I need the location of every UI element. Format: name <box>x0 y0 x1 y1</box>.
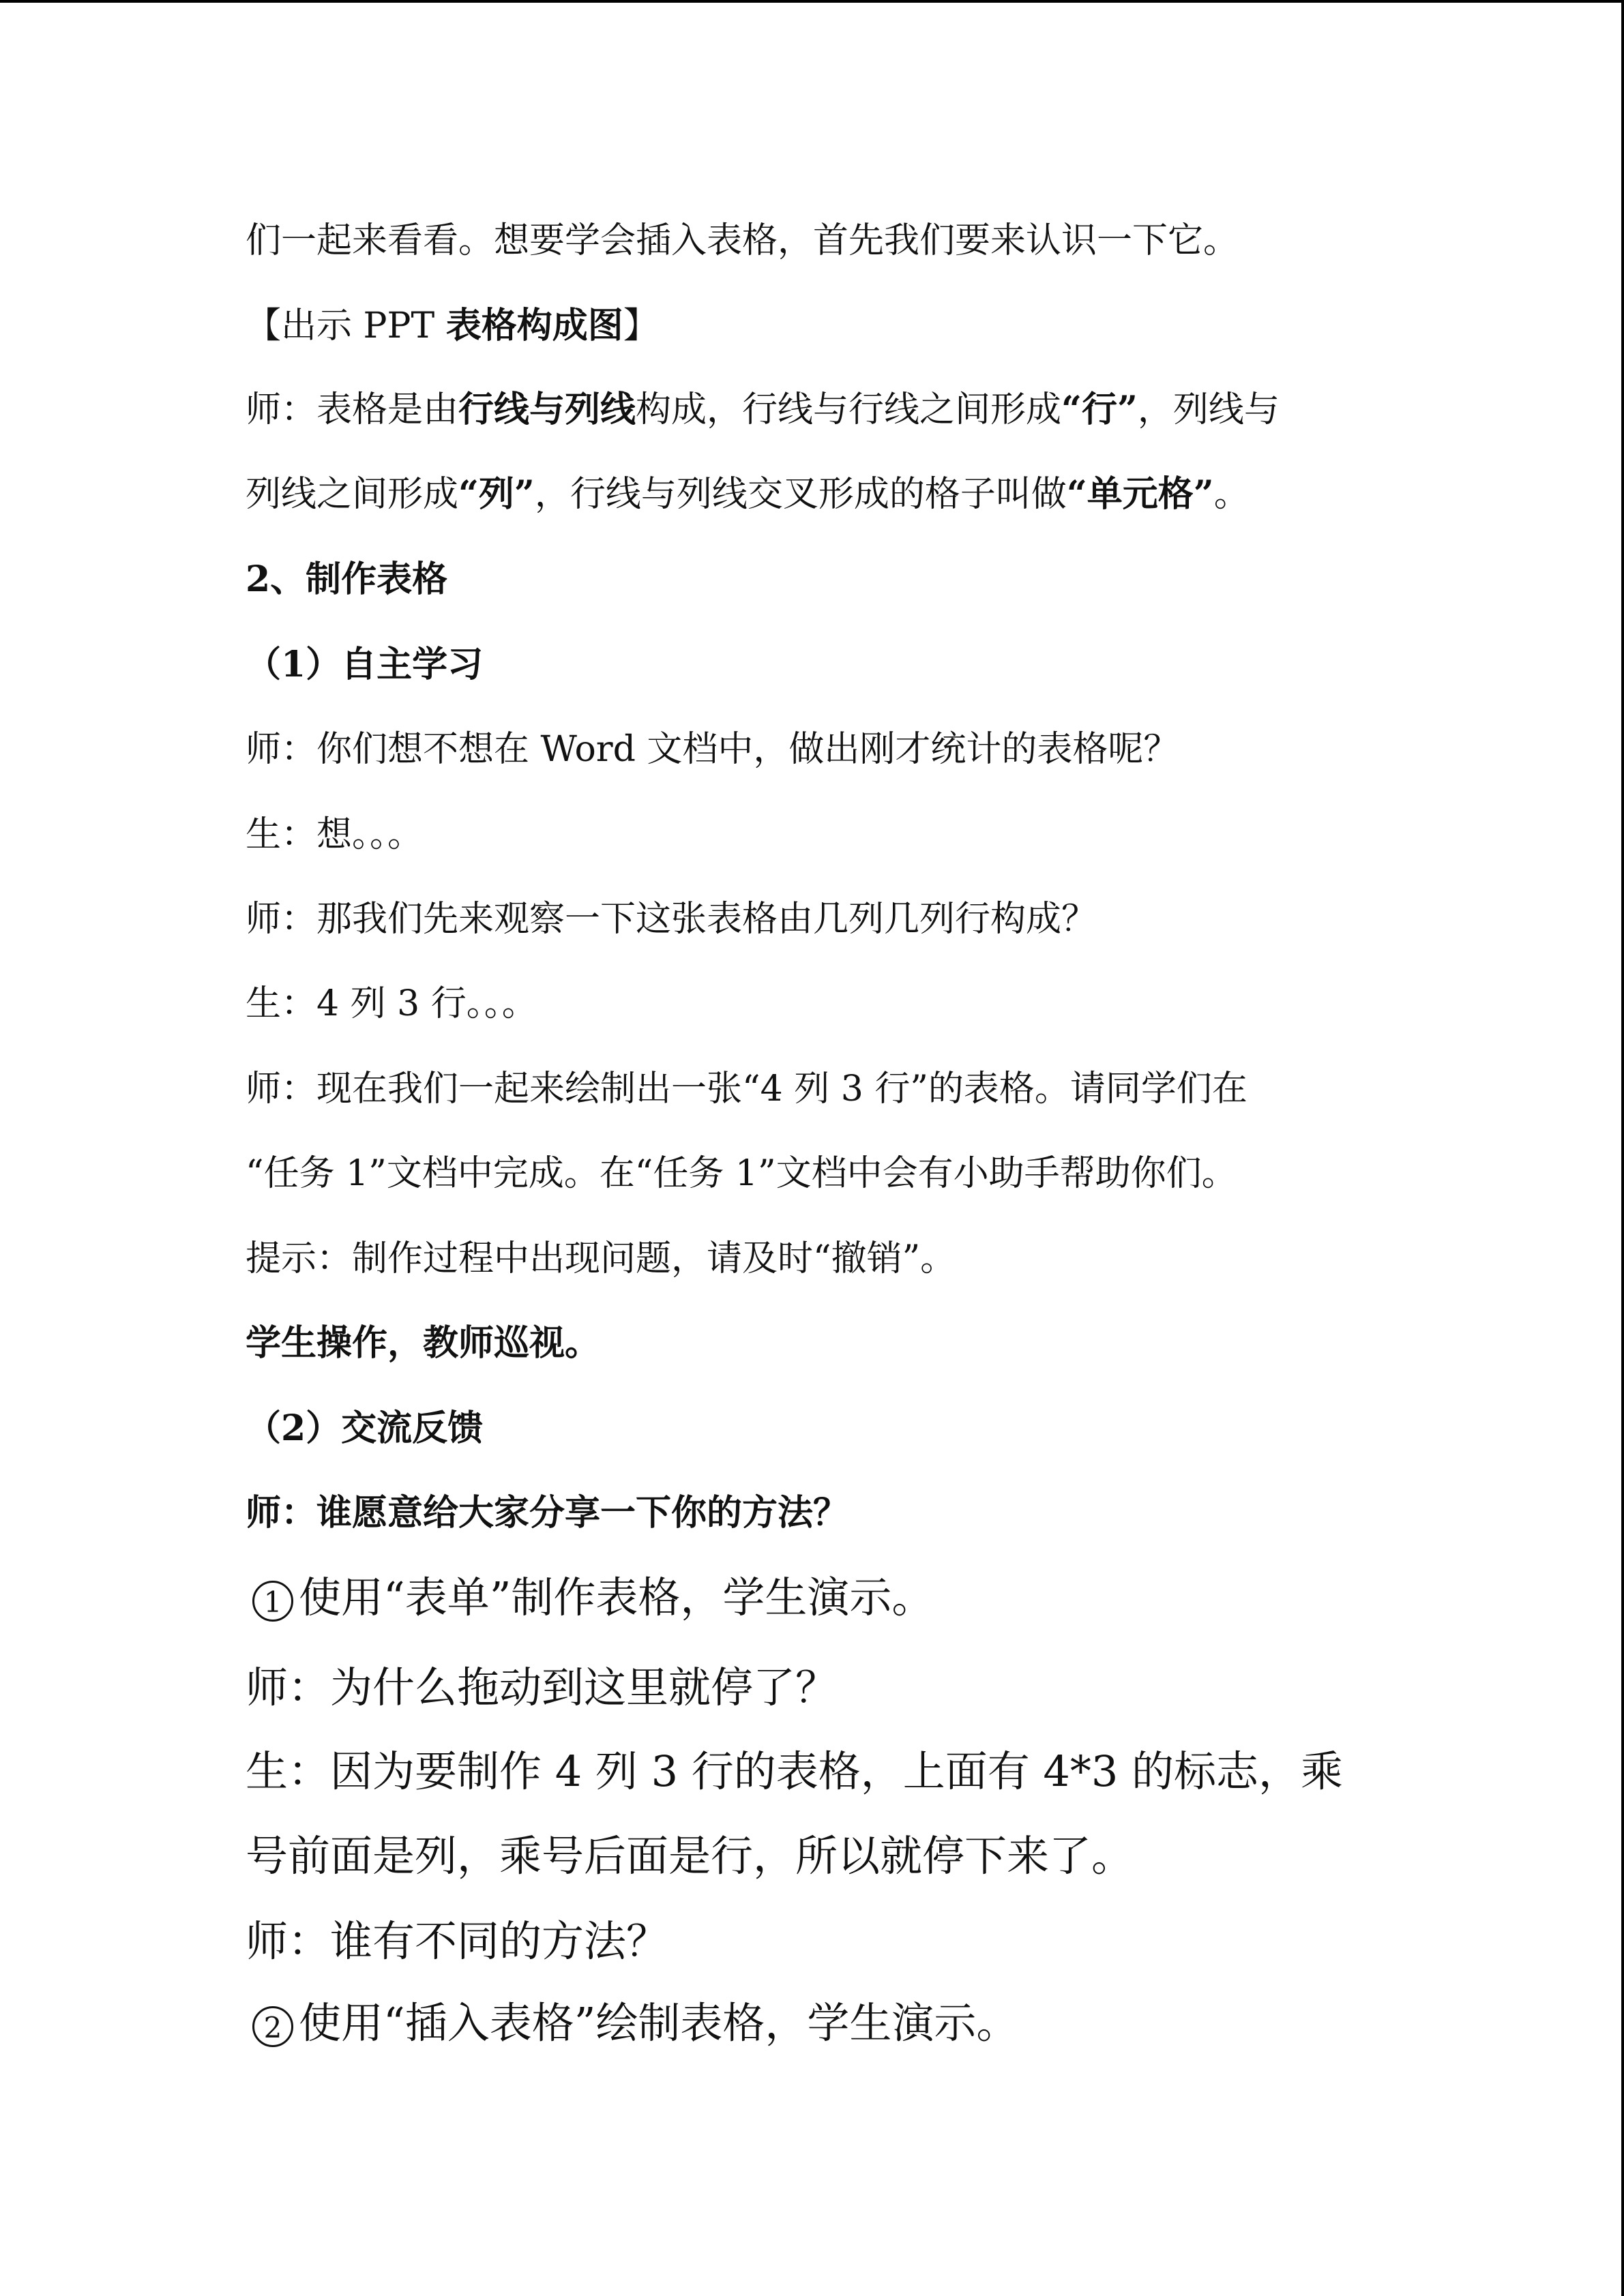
student-operation-line: 学生操作，教师巡视。 <box>246 1322 601 1364</box>
teacher-line-share: 师：谁愿意给大家分享一下你的方法？ <box>246 1492 849 1534</box>
bold-term: “列” <box>458 473 535 515</box>
student-line-4x3: 生：4 列 3 行。。。 <box>246 983 537 1024</box>
teacher-line-table-structure <box>246 386 1280 434</box>
bold-term: “行” <box>1061 389 1138 430</box>
text-part: ，行线与列线交叉形成的格子叫做 <box>534 474 1067 515</box>
hint-line: 提示：制作过程中出现问题，请及时“撤销”。 <box>246 1238 956 1279</box>
method-2-text: 使用“插入表格”绘制表格，学生演示。 <box>299 1998 1019 2048</box>
teacher-line-word: 师：你们想不想在 Word 文档中，做出刚才统计的表格呢？ <box>246 729 1179 770</box>
section-heading-make-table: 2、制作表格 <box>246 558 448 600</box>
method-2-line <box>246 1995 1018 2051</box>
bold-term: “单元格” <box>1066 473 1214 515</box>
teacher-line-observe: 师：那我们先来观察一下这张表格由几列几列行构成？ <box>246 899 1097 940</box>
teacher-line-table-structure-cont <box>246 471 1250 518</box>
teacher-line-why-stop: 师：为什么拖动到这里就停了？ <box>246 1663 838 1712</box>
subsection-heading-self-study: （1）自主学习 <box>246 644 484 685</box>
ppt-instruction-title: 表格构成图 <box>445 305 623 346</box>
method-1-line <box>246 1570 934 1626</box>
task-line: “任务 1”文档中完成。在“任务 1”文档中会有小助手帮助你们。 <box>246 1153 1237 1194</box>
text-part: 师：表格是由 <box>246 389 459 430</box>
circled-number-1: 1 <box>252 1581 293 1622</box>
ppt-instruction <box>246 302 659 350</box>
student-line-because-cont: 号前面是列，乘号后面是行，所以就停下来了。 <box>246 1831 1134 1881</box>
student-line-want: 生：想。。。 <box>246 814 424 855</box>
student-line-because: 生：因为要制作 4 列 3 行的表格，上面有 4*3 的标志，乘 <box>246 1746 1344 1796</box>
text-part: ，列线与 <box>1137 389 1280 430</box>
bold-term: 行线与列线 <box>458 389 636 430</box>
teacher-line-draw: 师：现在我们一起来绘制出一张“4 列 3 行”的表格。请同学们在 <box>246 1069 1247 1109</box>
ppt-instruction-suffix: 】 <box>623 305 659 346</box>
text-part: 列线之间形成 <box>246 474 459 515</box>
text-part: 。 <box>1213 474 1250 515</box>
method-1-text: 使用“表单”制作表格，学生演示。 <box>299 1572 934 1622</box>
ppt-instruction-prefix: 【出示 PPT <box>246 305 446 346</box>
teacher-line-other-method: 师：谁有不同的方法？ <box>246 1916 669 1966</box>
circled-number-2: 2 <box>252 2006 293 2047</box>
subsection-heading-feedback: （2）交流反馈 <box>246 1407 484 1449</box>
paragraph-line-1: 们一起来看看。想要学会插入表格，首先我们要来认识一下它。 <box>246 220 1239 261</box>
text-part: 构成，行线与行线之间形成 <box>636 389 1062 430</box>
